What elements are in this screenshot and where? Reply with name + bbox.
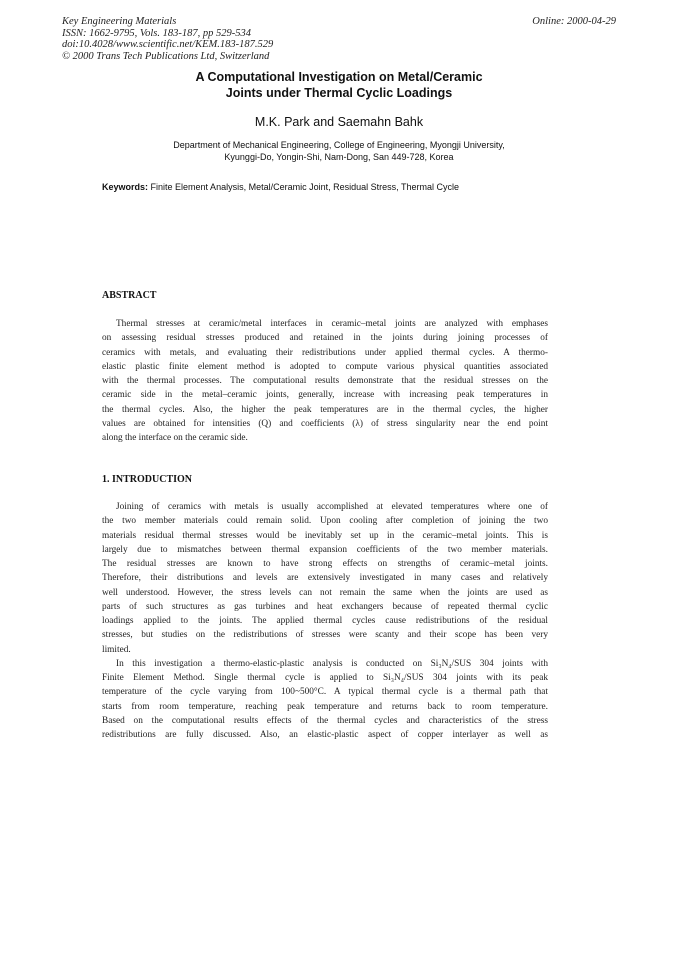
intro-line: stresses, but studies on the redistributions of stresses were scanty and their scope has been very xyxy=(102,630,548,641)
paper-title xyxy=(0,69,678,101)
intro-line: largely due to mismatches between thermal expansion coefficients of the two member materials. xyxy=(102,544,548,555)
abstract-line: elastic plastic finite element method is adopted to compute various physical quantities associated xyxy=(102,361,548,372)
abstract-line: values are obtained for intensities (Q) and coefficients (λ) of stress singularity near the end point xyxy=(102,418,548,429)
intro-line: limited. xyxy=(102,644,131,655)
affiliation-line: Department of Mechanical Engineering, College of Engineering, Myongji University, xyxy=(173,140,505,150)
issn-line: ISSN: 1662-9795, Vols. 183-187, pp 529-534 xyxy=(62,27,251,39)
intro-line: Based on the computational results effects of the thermal cycles and characteristics of the stress xyxy=(102,715,548,726)
abstract-line: Thermal stresses at ceramic/metal interfaces in ceramic–metal joints are analyzed with emphases xyxy=(116,319,548,329)
doi-line: doi:10.4028/www.scientific.net/KEM.183-187.529 xyxy=(62,39,274,51)
abstract-line: on assessing residual stresses produced and retained in the joints during joining processes of xyxy=(102,333,548,344)
keywords-text: Finite Element Analysis, Metal/Ceramic Joint, Residual Stress, Thermal Cycle xyxy=(150,182,459,192)
copyright-line: © 2000 Trans Tech Publications Ltd, Switzerland xyxy=(62,50,270,62)
keywords xyxy=(102,182,459,192)
abstract-line: ceramics with metals, and evaluating their redistributions under applied thermal cycles. A thermo- xyxy=(102,347,548,358)
abstract-line: ceramic side in the metal–ceramic joints, generally, increase with increasing peak temperatures in xyxy=(102,390,548,401)
abstract-body xyxy=(102,317,548,445)
intro-line: well understood. However, the stress levels can not remain the same when the joints are used as xyxy=(102,587,548,598)
introduction-body xyxy=(102,500,548,742)
intro-line: starts from room temperature, reaching peak temperature and returns back to room temperature. xyxy=(102,701,548,712)
abstract-heading: ABSTRACT xyxy=(102,290,157,301)
abstract-line: along the interface on the ceramic side. xyxy=(102,433,248,443)
affiliation-line: Kyunggi-Do, Yongin-Shi, Nam-Dong, San 449-728, Korea xyxy=(224,151,454,162)
intro-line: The residual stresses are known to have strong effects on strengths of ceramic–metal joints. xyxy=(102,559,548,569)
intro-line: Therefore, their distributions and levels are extensively investigated in many cases and relatively xyxy=(102,573,548,584)
intro-line: redistributions are fully discussed. Also, an elastic-plastic aspect of copper interlayer as well as xyxy=(102,730,548,740)
intro-line: Finite Element Method. Single thermal cycle is applied to Si₃N₄/SUS 304 joints with its peak xyxy=(102,673,548,683)
online-date: Online: 2000-04-29 xyxy=(532,16,616,27)
keywords-label: Keywords: xyxy=(102,182,149,192)
intro-line: materials residual thermal stresses would be inevitably set up in the ceramic–metal joints. This is xyxy=(102,530,548,541)
intro-line: Joining of ceramics with metals is usually accomplished at elevated temperatures where one of xyxy=(116,502,548,512)
authors: M.K. Park and Saemahn Bahk xyxy=(254,115,424,129)
intro-line: temperature of the cycle varying from 100~500°C. A typical thermal cycle is a thermal path that xyxy=(102,687,548,698)
abstract-line: with the thermal processes. The computational results demonstrate that the residual stresses on the xyxy=(102,376,548,386)
title-line: A Computational Investigation on Metal/Ceramic xyxy=(195,70,483,84)
journal-name: Key Engineering Materials xyxy=(62,16,177,27)
intro-line: In this investigation a thermo-elastic-plastic analysis is conducted on Si₃N₄/SUS 304 joints with xyxy=(116,658,548,669)
introduction-heading: 1. INTRODUCTION xyxy=(102,474,193,485)
abstract-line: the thermal cycles. Also, the higher the peak temperatures are in the thermal cycles, the higher xyxy=(102,404,548,415)
title-line: Joints under Thermal Cyclic Loadings xyxy=(225,86,453,100)
journal-info xyxy=(62,16,273,62)
intro-line: loadings applied to the joints. The applied thermal cycles cause redistributions of the residual xyxy=(102,616,548,626)
intro-line: parts of such structures as gas turbines and heat exchangers because of repeated thermal cyclic xyxy=(102,601,548,612)
intro-line: the two member materials could remain solid. Upon cooling after completion of joining the two xyxy=(102,516,548,527)
affiliation xyxy=(0,140,678,163)
